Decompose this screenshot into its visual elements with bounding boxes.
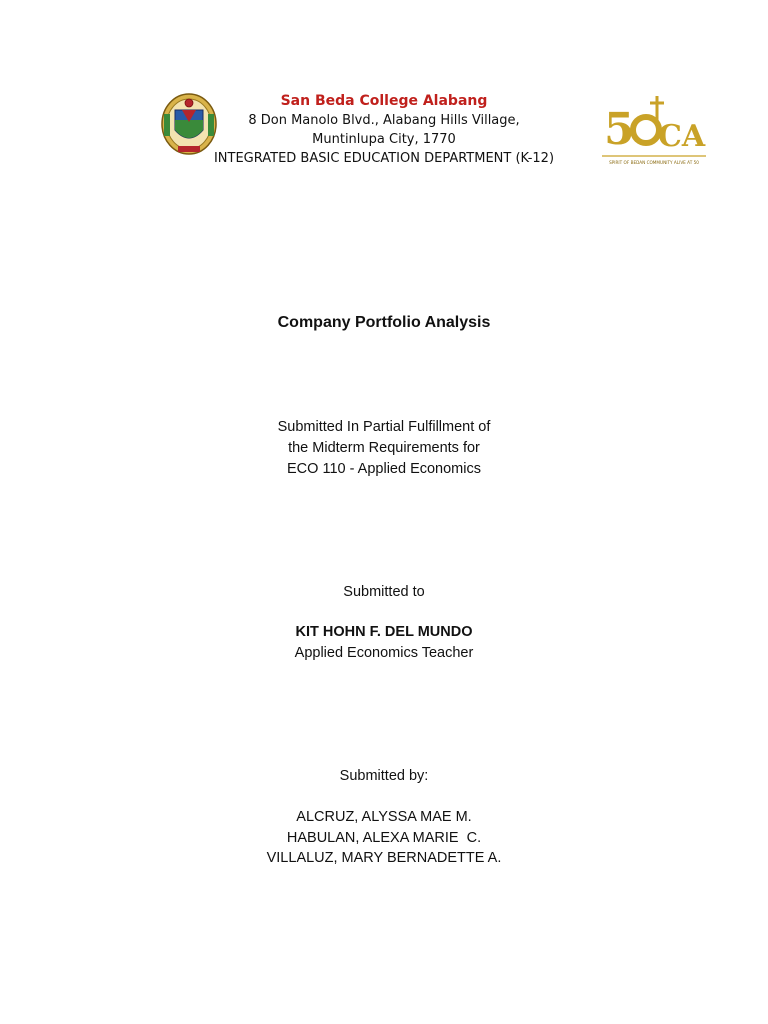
- fulfillment-line-2: the Midterm Requirements for: [288, 440, 480, 456]
- author-list: [0, 807, 768, 869]
- letterhead: [0, 92, 768, 172]
- author-name: ALCRUZ, ALYSSA MAE M.: [296, 809, 472, 825]
- submitted-by-label: Submitted by:: [339, 768, 429, 784]
- document-title: Company Portfolio Analysis: [277, 314, 491, 331]
- submitted-to-label: Submitted to: [343, 584, 425, 600]
- fulfillment-line-1: Submitted In Partial Fulfillment of: [277, 419, 491, 435]
- author-name: HABULAN, ALEXA MARIE C.: [286, 829, 482, 846]
- svg-text:CA: CA: [658, 119, 706, 154]
- department-name: INTEGRATED BASIC EDUCATION DEPARTMENT (K-12): [213, 151, 555, 166]
- school-name: San Beda College Alabang: [280, 93, 488, 109]
- teacher-name: KIT HOHN F. DEL MUNDO: [295, 624, 473, 640]
- fulfillment-statement: [0, 417, 768, 480]
- school-address-line-2: Muntinlupa City, 1770: [312, 132, 456, 147]
- fulfillment-line-3: ECO 110 - Applied Economics: [287, 461, 481, 477]
- anniversary-tagline: SPIRIT OF BEDAN COMMUNITY ALIVE AT 50: [609, 160, 699, 165]
- anniversary-logo-icon: [600, 92, 708, 168]
- author-name: VILLALUZ, MARY BERNADETTE A.: [266, 850, 502, 866]
- school-address-line-1: 8 Don Manolo Blvd., Alabang Hills Village,: [248, 113, 520, 128]
- svg-text:5: 5: [604, 104, 635, 155]
- teacher-role: Applied Economics Teacher: [294, 645, 474, 661]
